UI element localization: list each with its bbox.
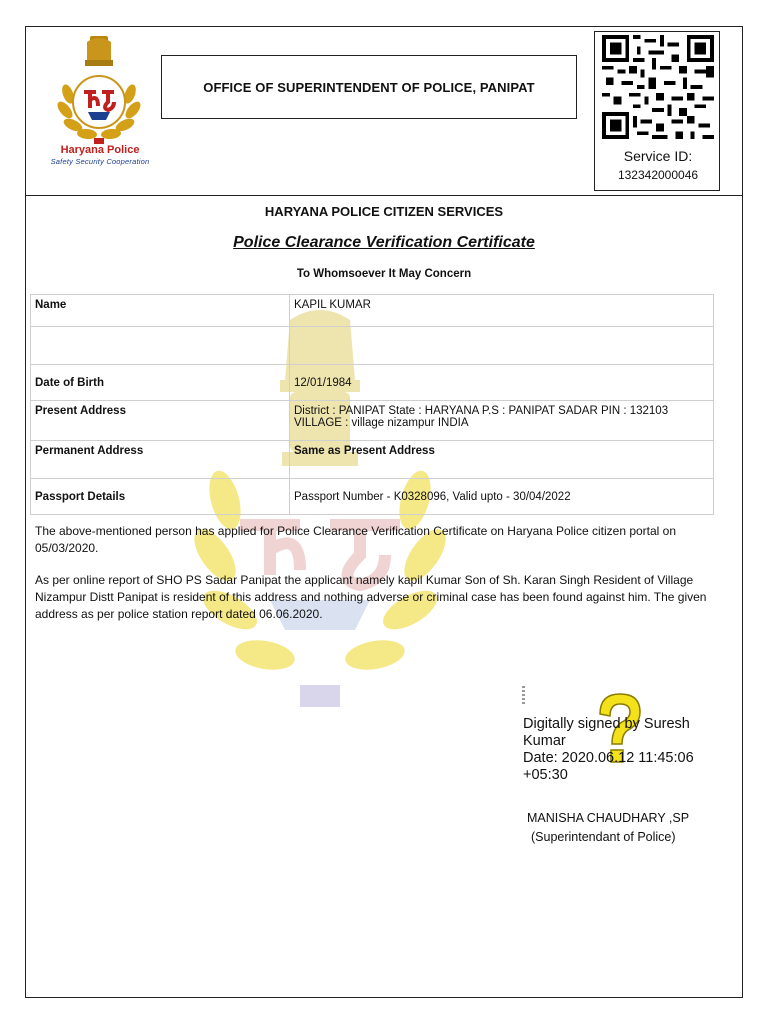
permanent-address-label: Permanent Address bbox=[31, 441, 290, 479]
office-title: OFFICE OF SUPERINTENDENT OF POLICE, PANIPAT bbox=[203, 79, 535, 95]
haryana-police-logo bbox=[40, 34, 160, 174]
service-id-value: 132342000046 bbox=[617, 168, 699, 182]
name-value: KAPIL KUMAR bbox=[290, 295, 714, 327]
details-table bbox=[30, 294, 714, 515]
present-address-value: District : PANIPAT State : HARYANA P.S : PANIPAT SADAR PIN : 132103 VILLAGE : village nizampur INDIA bbox=[290, 401, 714, 441]
header-divider bbox=[25, 195, 743, 196]
qr-code-icon bbox=[601, 35, 715, 139]
permanent-address-value: Same as Present Address bbox=[290, 441, 714, 479]
application-paragraph: The above-mentioned person has applied for Police Clearance Verification Certificate on Haryana Police citizen portal on 05/03/2020. bbox=[35, 524, 677, 555]
signature-marker-icon bbox=[520, 686, 528, 708]
digital-signature-block bbox=[523, 716, 723, 784]
table-row bbox=[31, 327, 714, 365]
dob-value: 12/01/1984 bbox=[290, 365, 714, 401]
office-title-box bbox=[161, 55, 577, 119]
report-paragraph: As per online report of SHO PS Sadar Panipat the applicant namely kapil Kumar Son of Sh. Karan Singh Resident of Village Nizampur Distt Panipat is resident of this address and nothing adverse or criminal case has been found against him. The given address as per police station report dated 06.06.2020. bbox=[35, 573, 707, 621]
concern-line: To Whomsoever It May Concern bbox=[296, 268, 472, 280]
police-emblem-icon bbox=[54, 34, 144, 146]
signature-date: Date: 2020.06.12 11:45:06 +05:30 bbox=[523, 750, 694, 783]
signed-by-text: Digitally signed by Suresh Kumar bbox=[523, 716, 690, 749]
section-title: HARYANA POLICE CITIZEN SERVICES bbox=[264, 204, 504, 219]
blank-value bbox=[290, 327, 714, 365]
logo-title: Haryana Police bbox=[60, 144, 140, 156]
certificate-title: Police Clearance Verification Certificate bbox=[233, 234, 535, 251]
blank-label bbox=[31, 327, 290, 365]
name-label: Name bbox=[31, 295, 290, 327]
table-row bbox=[31, 295, 714, 327]
table-row bbox=[31, 401, 714, 441]
table-row bbox=[31, 365, 714, 401]
passport-label: Passport Details bbox=[31, 479, 290, 515]
officer-designation: (Superintendant of Police) bbox=[531, 830, 676, 844]
logo-tagline: Safety Security Cooperation bbox=[50, 157, 150, 166]
service-id-label: Service ID: bbox=[623, 148, 693, 164]
dob-label: Date of Birth bbox=[31, 365, 290, 401]
officer-name: MANISHA CHAUDHARY ,SP bbox=[527, 811, 690, 825]
present-address-label: Present Address bbox=[31, 401, 290, 441]
table-row bbox=[31, 441, 714, 479]
table-row bbox=[31, 479, 714, 515]
passport-value: Passport Number - K0328096, Valid upto - 30/04/2022 bbox=[290, 479, 714, 515]
qr-service-box bbox=[594, 31, 720, 191]
